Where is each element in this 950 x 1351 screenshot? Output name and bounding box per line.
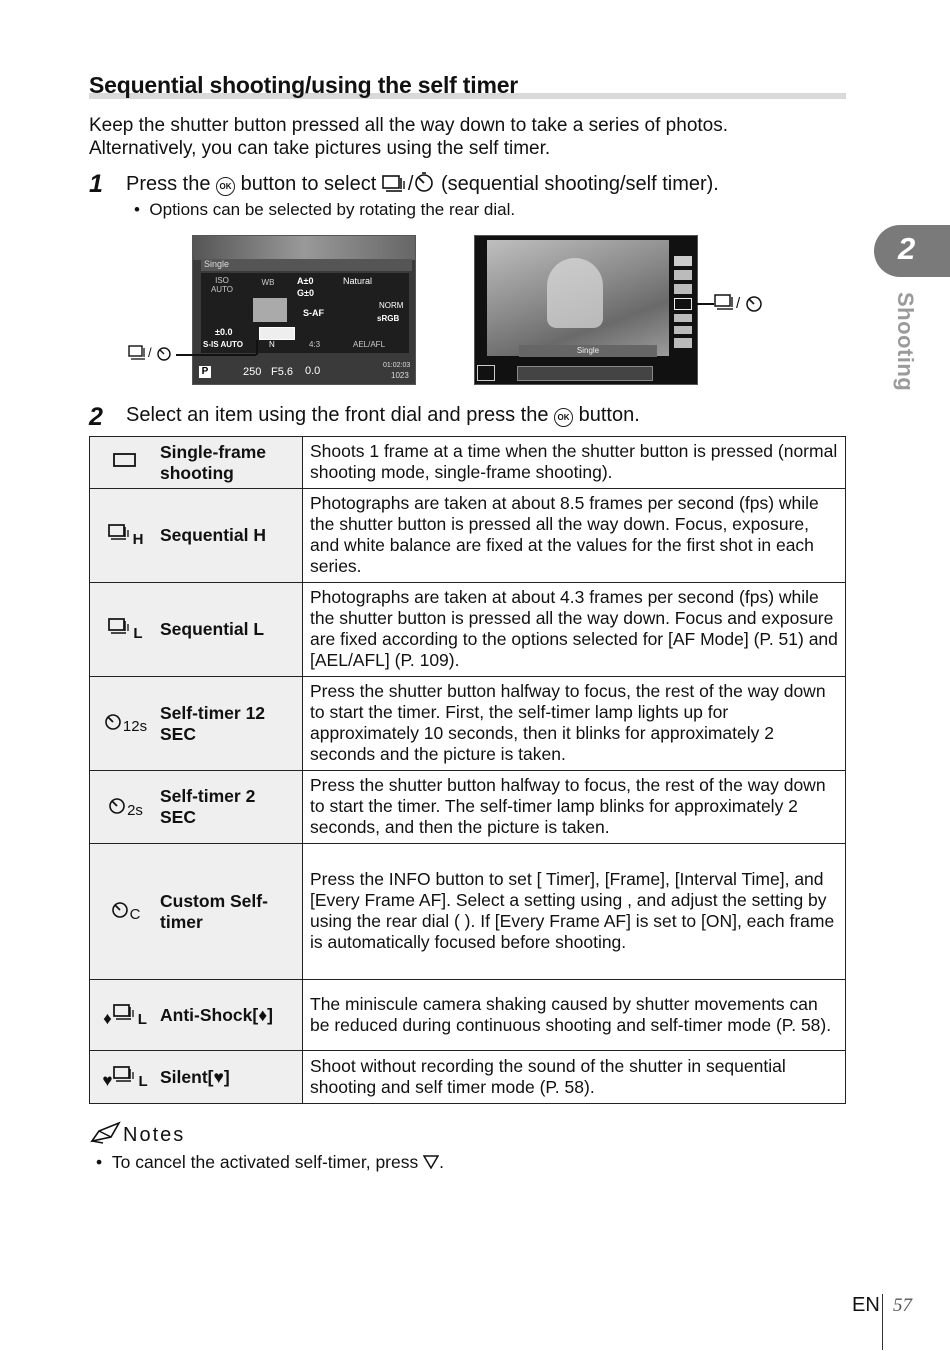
- step-2-number: 2: [89, 403, 103, 431]
- svg-text:/: /: [736, 295, 741, 312]
- mode-label-cell: [90, 980, 303, 1051]
- mode-description: Press the INFO button to set [ Timer], [Frame], [Interval Time], and [Every Frame AF]. Select a setting using , and adjust the setting by using the rear dial ( ). If [Every Frame AF] is set to [ON], each frame is automatically focused before shooting.: [303, 844, 846, 980]
- mode-description: Photographs are taken at about 8.5 frames per second (fps) while the shutter button is pressed all the way down. Focus, exposure, and white balance are fixed at the values for the first shot in each series.: [303, 489, 846, 583]
- live-side-icons: [674, 254, 692, 364]
- rec-time: 01:02:03: [383, 362, 411, 369]
- aspect-value: 4:3: [309, 340, 321, 349]
- step-1-bullet: • Options can be selected by rotating the rear dial.: [134, 200, 516, 219]
- mode-name: Anti-Shock[♦]: [160, 1004, 273, 1025]
- flash-comp-value: ±0.0: [215, 327, 233, 337]
- picture-mode-value: Natural: [343, 276, 373, 286]
- mode-name: Sequential H: [160, 525, 266, 545]
- drive-mode-selected: [259, 327, 295, 340]
- mode-label-cell: [90, 437, 303, 489]
- self-timer-12-icon: 12s: [90, 711, 160, 736]
- mode-row: [90, 771, 846, 844]
- step-1-pre: Press the: [126, 173, 211, 195]
- shutter-speed: 250: [243, 366, 262, 378]
- right-callout-line: [696, 303, 714, 305]
- iso-value: AUTO: [210, 285, 234, 294]
- notes-pencil-icon: [89, 1124, 123, 1146]
- color-space-value: sRGB: [377, 314, 400, 323]
- mode-row: [90, 583, 846, 677]
- drive-modes-table: [89, 436, 846, 1104]
- intro-paragraph: Keep the shutter button pressed all the way down to take a series of photos. Alternatively, you can take pictures using the self timer.: [89, 115, 729, 159]
- live-caption: Single: [519, 345, 657, 357]
- mode-name: Silent[♥]: [160, 1066, 230, 1087]
- step-1-post: (sequential shooting/self timer).: [440, 173, 719, 195]
- chapter-number: 2: [898, 231, 916, 266]
- sequential-l-icon: L: [90, 616, 160, 643]
- ael-value: AEL/AFL: [353, 340, 386, 349]
- drive-mode-bar: [517, 366, 653, 381]
- page-title: Sequential shooting/using the self timer: [89, 72, 519, 98]
- ok-button-icon-2: OK: [554, 408, 573, 427]
- mode-row: [90, 489, 846, 583]
- mode-label-cell: [90, 583, 303, 677]
- mode-description: Shoots 1 frame at a time when the shutter button is pressed (normal shooting mode, single-frame shooting).: [303, 437, 846, 489]
- left-callout: [128, 343, 174, 368]
- note-item: • To cancel the activated self-timer, press .: [96, 1152, 444, 1172]
- mode-name: Self-timer 2 SEC: [160, 786, 256, 827]
- svg-text:/: /: [148, 345, 152, 360]
- page-number: 57: [893, 1295, 912, 1316]
- super-control-panel-screen: [192, 235, 416, 385]
- mode-row: [90, 844, 846, 980]
- chapter-tab: [874, 225, 950, 277]
- mode-name: Self-timer 12 SEC: [160, 702, 266, 744]
- step-1-number: 1: [89, 170, 103, 198]
- chapter-side-label: Shooting: [893, 292, 918, 392]
- mode-label-cell: [90, 1051, 303, 1104]
- wb-a-value: A±0: [297, 276, 314, 286]
- mode-row: [90, 980, 846, 1051]
- step-2-pre: Select an item using the front dial and press the: [126, 404, 549, 426]
- shooting-mode: P: [199, 366, 211, 378]
- mode-description: Shoot without recording the sound of the shutter in sequential shooting and self timer mode (P. 58).: [303, 1051, 846, 1104]
- mode-row: [90, 437, 846, 489]
- wb-label: WB: [261, 278, 275, 287]
- anti-shock-icon: ♦ L: [90, 1002, 160, 1029]
- ok-button-icon: OK: [216, 177, 235, 196]
- step-1-text: Press the OK button to select / (sequential shooting/self timer).: [126, 171, 719, 199]
- mode-label-cell: [90, 771, 303, 844]
- mode-description: The miniscule camera shaking caused by shutter movements can be reduced during continuous shooting and self-timer mode (P. 58).: [303, 980, 846, 1051]
- mode-name: Custom Self-timer: [160, 890, 268, 932]
- live-view-screen: [474, 235, 698, 385]
- left-callout-line: [176, 354, 256, 356]
- mode-name: Single-frame shooting: [160, 441, 266, 483]
- stabilizer-value: S-IS AUTO: [203, 340, 244, 349]
- silent-icon: ♥ L: [90, 1064, 160, 1091]
- single-frame-icon: [90, 451, 160, 474]
- image-size-value: N: [269, 340, 275, 349]
- self-timer-icon: [413, 171, 435, 199]
- iso-label: ISO: [215, 276, 229, 285]
- wb-g-value: G±0: [297, 288, 314, 298]
- right-callout: [714, 292, 766, 319]
- custom-self-timer-icon: C: [90, 899, 160, 924]
- quality-value: NORM: [379, 301, 404, 310]
- footer-divider: [882, 1294, 883, 1350]
- step-1-mid: button to select: [240, 173, 377, 195]
- step-2-text: [126, 404, 640, 427]
- sequential-icon: [382, 173, 408, 199]
- mode-row: [90, 677, 846, 771]
- mode-label-cell: [90, 489, 303, 583]
- shot-count: 1023: [391, 371, 409, 380]
- mode-name: Sequential L: [160, 619, 265, 639]
- mode-description: Press the shutter button halfway to focus, the rest of the way down to start the timer. First, the self-timer lamp lights up for approximately 10 seconds, then it blinks for approximately 2 seconds and the picture is taken.: [303, 677, 846, 771]
- footer-language: EN: [852, 1294, 880, 1316]
- mode-label-cell: [90, 844, 303, 980]
- mode-description: Photographs are taken at about 4.3 frames per second (fps) while the shutter button is pressed all the way down. Focus and exposure are fixed according to the options selected for [AF Mode] (P. 51) and [AEL/AFL] (P. 109).: [303, 583, 846, 677]
- self-timer-2-icon: 2s: [90, 795, 160, 820]
- mode-description: Press the shutter button halfway to focus, the rest of the way down to start the timer. The self-timer lamp blinks for approximately 2 seconds, and then the picture is taken.: [303, 771, 846, 844]
- down-triangle-icon: [423, 1155, 439, 1169]
- step-2-post: button.: [578, 404, 640, 426]
- mode-row: [90, 1051, 846, 1104]
- screen-header: Single: [201, 259, 412, 271]
- mode-label-cell: [90, 677, 303, 771]
- aperture-value: F5.6: [271, 366, 294, 378]
- af-mode-value: S-AF: [303, 308, 324, 318]
- sequential-h-icon: H: [90, 522, 160, 549]
- notes-heading: Notes: [89, 1121, 185, 1147]
- exposure-value: 0.0: [305, 365, 321, 377]
